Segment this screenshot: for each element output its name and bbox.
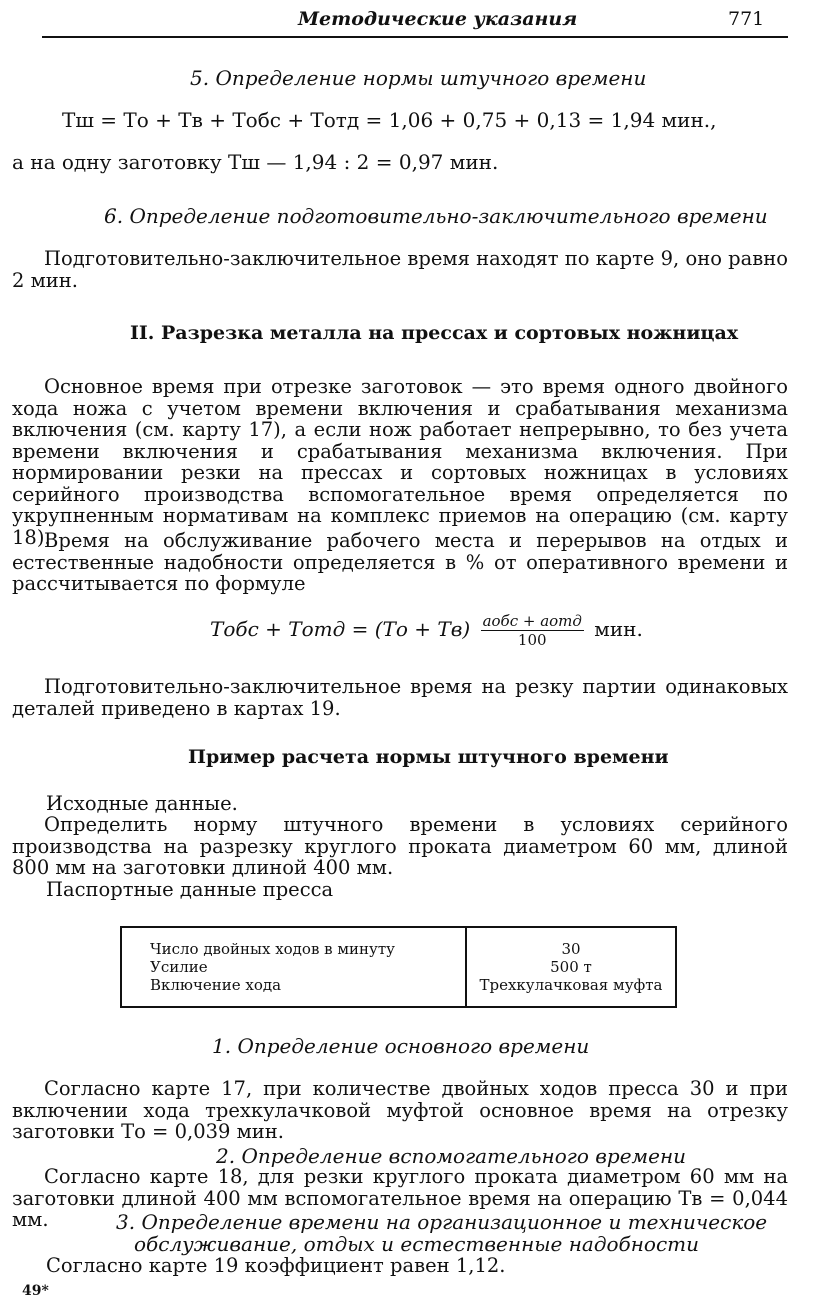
- header-rule: [42, 36, 788, 38]
- paragraph-text: Основное время при отрезке заготовок — это время одного двойного хода ножа с учетом времени включения и срабатывания механизма включения (см. карту 17), а если нож работает непрерывно, то без учета времени включения и срабатывания механизма включения. При нормировании резки на прессах и сортовых ножницах в условиях серийного производства вспомогательное время определяется по укрупненным нормативам на комплекс приемов на операцию (см. карту 18).: [12, 375, 788, 549]
- running-header-title: Методические указания: [298, 8, 578, 30]
- table-label: Включение хода: [150, 976, 282, 994]
- press-passport-table: [120, 926, 677, 1008]
- initial-data-label: Исходные данные.: [46, 792, 238, 815]
- table-value: 30: [561, 940, 581, 958]
- formula-piece-time: Tш = Tо + Tв + Tобс + Tотд = 1,06 + 0,75 + 0,13 = 1,94 мин.,: [62, 108, 717, 132]
- table-row: [121, 927, 676, 1007]
- table-label: Число двойных ходов в минуту: [150, 940, 395, 958]
- paragraph-text: Определить норму штучного времени в условиях серийного производства на разрезку круглого проката диаметром 60 мм, длиной 800 мм на заготовки длиной 400 мм.: [12, 813, 788, 879]
- table-label: Усилие: [150, 958, 208, 976]
- paragraph-text: Согласно карте 18, для резки круглого проката диаметром 60 мм на заготовки длиной 400 мм вспомогательное время на операцию Tв = 0,044 мм.: [12, 1165, 788, 1231]
- per-blank-text: а на одну заготовку Tш — 1,94 : 2 = 0,97 мин.: [12, 150, 499, 174]
- paragraph-text: Подготовительно-заключительное время находят по карте 9, оно равно 2 мин.: [12, 247, 788, 292]
- table-values-cell: [466, 927, 676, 1007]
- passport-label: Паспортные данные пресса: [46, 878, 334, 901]
- paragraph-service-time: [12, 530, 788, 595]
- table-value: Трехкулачковая муфта: [479, 976, 663, 994]
- paragraph-step-1: [12, 1078, 788, 1143]
- formula-left: Tобс + Tотд = (Tо + Tв): [210, 617, 471, 641]
- section-heading-6: 6. Определение подготовительно-заключительного времени: [104, 204, 768, 228]
- step-heading-2: 2. Определение вспомогательного времени: [216, 1144, 686, 1168]
- fraction-numerator: aобс + aотд: [482, 612, 582, 630]
- paragraph-batch-time: [12, 676, 788, 719]
- step-heading-3a: 3. Определение времени на организационное и техническое: [116, 1210, 768, 1234]
- paragraph-text: Подготовительно-заключительное время на резку партии одинаковых деталей приведено в картах 19.: [12, 675, 788, 720]
- formula-unit: мин.: [594, 617, 643, 641]
- section-heading-5: 5. Определение нормы штучного времени: [190, 66, 647, 90]
- step-heading-3b: обслуживание, отдых и естественные надобности: [134, 1232, 700, 1256]
- paragraph-prep-time: [12, 248, 788, 291]
- signature-mark: 49*: [22, 1283, 49, 1299]
- fraction-denominator: 100: [517, 631, 547, 649]
- paragraph-step-3: Согласно карте 19 коэффициент равен 1,12.: [46, 1254, 506, 1277]
- formula-fraction: [481, 612, 584, 649]
- table-value: 500 т: [550, 958, 592, 976]
- formula-service-time: [210, 612, 643, 649]
- example-heading: Пример расчета нормы штучного времени: [188, 746, 669, 768]
- paragraph-main-time: [12, 376, 788, 548]
- paragraph-text: Согласно карте 17, при количестве двойных ходов пресса 30 и при включении хода трехкулачковой муфтой основное время на отрезку заготовки Tо = 0,039 мин.: [12, 1077, 788, 1143]
- step-heading-1: 1. Определение основного времени: [212, 1034, 590, 1058]
- chapter-heading-cutting: II. Разрезка металла на прессах и сортовых ножницах: [130, 322, 739, 344]
- paragraph-task: [12, 814, 788, 879]
- page-number: 771: [728, 8, 765, 30]
- paragraph-text: Время на обслуживание рабочего места и перерывов на отдых и естественные надобности определяется в % от оперативного времени и рассчитывается по формуле: [12, 529, 788, 595]
- table-labels-cell: [121, 927, 466, 1007]
